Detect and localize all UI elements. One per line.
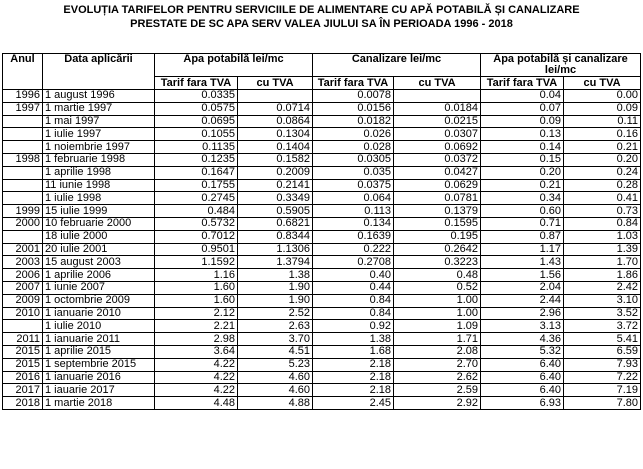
table-row: [3, 345, 641, 358]
water-cu-tva-cell: 0.1404: [238, 141, 313, 154]
water-fara-tva-cell: 4.22: [155, 358, 238, 371]
date-cell: 1 aprilie 2015: [43, 345, 155, 358]
both-cu-tva-cell: 1.39: [564, 243, 641, 256]
sewer-fara-tva-cell: 2.18: [313, 358, 394, 371]
water-fara-tva-cell: 0.1647: [155, 166, 238, 179]
water-fara-tva-cell: 0.9501: [155, 243, 238, 256]
both-cu-tva-cell: 1.03: [564, 230, 641, 243]
table-row: [3, 281, 641, 294]
subheader-water-cu-tva: cu TVA: [238, 77, 313, 90]
table-row: [3, 256, 641, 269]
water-fara-tva-cell: 2.12: [155, 307, 238, 320]
sewer-cu-tva-cell: 0.3223: [394, 256, 481, 269]
year-cell: 2015: [3, 358, 43, 371]
water-fara-tva-cell: 1.60: [155, 281, 238, 294]
sewer-fara-tva-cell: 0.028: [313, 141, 394, 154]
table-row: [3, 179, 641, 192]
sewer-fara-tva-cell: 2.45: [313, 397, 394, 410]
table-row: [3, 333, 641, 346]
water-fara-tva-cell: 2.98: [155, 333, 238, 346]
sewer-fara-tva-cell: 2.18: [313, 384, 394, 397]
table-row: [3, 141, 641, 154]
year-cell: 2010: [3, 307, 43, 320]
date-cell: 1 aprilie 2006: [43, 269, 155, 282]
year-cell: [3, 179, 43, 192]
water-fara-tva-cell: 2.21: [155, 320, 238, 333]
table-row: [3, 166, 641, 179]
water-fara-tva-cell: 4.22: [155, 384, 238, 397]
sewer-cu-tva-cell: 0.0215: [394, 115, 481, 128]
sewer-cu-tva-cell: 0.1595: [394, 217, 481, 230]
subheader-both-cu-tva: cu TVA: [564, 77, 641, 90]
water-fara-tva-cell: 0.7012: [155, 230, 238, 243]
sewer-fara-tva-cell: 2.18: [313, 371, 394, 384]
both-cu-tva-cell: 3.72: [564, 320, 641, 333]
both-fara-tva-cell: 1.56: [481, 269, 564, 282]
table-row: [3, 269, 641, 282]
both-cu-tva-cell: 0.16: [564, 128, 641, 141]
water-cu-tva-cell: 1.38: [238, 269, 313, 282]
water-cu-tva-cell: 1.3794: [238, 256, 313, 269]
date-cell: 1 noiembrie 1997: [43, 141, 155, 154]
title-line-2: PRESTATE DE SC APA SERV VALEA JIULUI SA ÎN PERIOADA 1996 - 2018: [130, 18, 513, 30]
sewer-cu-tva-cell: [394, 90, 481, 103]
both-fara-tva-cell: 0.71: [481, 217, 564, 230]
header-year: Anul: [3, 54, 43, 90]
table-row: [3, 153, 641, 166]
subheader-sewer-fara-tva: Tarif fara TVA: [313, 77, 394, 90]
subheader-both-fara-tva: Tarif fara TVA: [481, 77, 564, 90]
both-fara-tva-cell: 5.32: [481, 345, 564, 358]
sewer-cu-tva-cell: 2.92: [394, 397, 481, 410]
header-date: Data aplicării: [43, 54, 155, 90]
table-row: [3, 358, 641, 371]
both-cu-tva-cell: 1.86: [564, 269, 641, 282]
both-cu-tva-cell: 0.73: [564, 205, 641, 218]
table-row: [3, 320, 641, 333]
sewer-cu-tva-cell: 0.48: [394, 269, 481, 282]
sewer-cu-tva-cell: 1.09: [394, 320, 481, 333]
year-cell: 1996: [3, 90, 43, 103]
sewer-fara-tva-cell: 0.84: [313, 307, 394, 320]
both-fara-tva-cell: 6.40: [481, 358, 564, 371]
both-fara-tva-cell: 2.04: [481, 281, 564, 294]
water-cu-tva-cell: 1.1306: [238, 243, 313, 256]
both-cu-tva-cell: 0.00: [564, 90, 641, 103]
table-row: [3, 115, 641, 128]
document-title: [0, 3, 643, 31]
table-row: [3, 102, 641, 115]
water-cu-tva-cell: 0.0714: [238, 102, 313, 115]
sewer-fara-tva-cell: 0.026: [313, 128, 394, 141]
both-cu-tva-cell: 0.09: [564, 102, 641, 115]
date-cell: 1 februarie 1998: [43, 153, 155, 166]
year-cell: [3, 128, 43, 141]
sewer-fara-tva-cell: 0.40: [313, 269, 394, 282]
sewer-cu-tva-cell: 0.2642: [394, 243, 481, 256]
header-both: Apa potabilă și canalizare lei/mc: [481, 54, 641, 77]
year-cell: 1997: [3, 102, 43, 115]
date-cell: 1 mai 1997: [43, 115, 155, 128]
sewer-fara-tva-cell: 0.92: [313, 320, 394, 333]
date-cell: 1 iulie 1997: [43, 128, 155, 141]
water-fara-tva-cell: 0.1135: [155, 141, 238, 154]
table-row: [3, 371, 641, 384]
both-fara-tva-cell: 4.36: [481, 333, 564, 346]
both-fara-tva-cell: 0.34: [481, 192, 564, 205]
year-cell: 2007: [3, 281, 43, 294]
both-cu-tva-cell: 7.22: [564, 371, 641, 384]
both-fara-tva-cell: 0.14: [481, 141, 564, 154]
sewer-cu-tva-cell: 0.1379: [394, 205, 481, 218]
water-fara-tva-cell: 0.0695: [155, 115, 238, 128]
sewer-cu-tva-cell: 2.08: [394, 345, 481, 358]
both-cu-tva-cell: 5.41: [564, 333, 641, 346]
water-cu-tva-cell: [238, 90, 313, 103]
sewer-cu-tva-cell: 0.0307: [394, 128, 481, 141]
year-cell: [3, 230, 43, 243]
date-cell: 1 martie 1997: [43, 102, 155, 115]
sewer-fara-tva-cell: 0.0078: [313, 90, 394, 103]
sewer-cu-tva-cell: 1.00: [394, 307, 481, 320]
both-cu-tva-cell: 0.41: [564, 192, 641, 205]
date-cell: 1 septembrie 2015: [43, 358, 155, 371]
year-cell: 2009: [3, 294, 43, 307]
sewer-fara-tva-cell: 0.035: [313, 166, 394, 179]
water-fara-tva-cell: 1.1592: [155, 256, 238, 269]
water-cu-tva-cell: 0.3349: [238, 192, 313, 205]
water-fara-tva-cell: 4.22: [155, 371, 238, 384]
sewer-fara-tva-cell: 0.0375: [313, 179, 394, 192]
water-cu-tva-cell: 4.51: [238, 345, 313, 358]
date-cell: 1 aprilie 1998: [43, 166, 155, 179]
year-cell: 2015: [3, 345, 43, 358]
table-row: [3, 192, 641, 205]
sewer-fara-tva-cell: 0.064: [313, 192, 394, 205]
date-cell: 15 iulie 1999: [43, 205, 155, 218]
table-row: [3, 397, 641, 410]
both-cu-tva-cell: 2.42: [564, 281, 641, 294]
table-row: [3, 90, 641, 103]
water-cu-tva-cell: 3.70: [238, 333, 313, 346]
water-fara-tva-cell: 4.48: [155, 397, 238, 410]
sewer-fara-tva-cell: 0.222: [313, 243, 394, 256]
year-cell: [3, 166, 43, 179]
both-cu-tva-cell: 0.21: [564, 141, 641, 154]
both-fara-tva-cell: 0.15: [481, 153, 564, 166]
sewer-fara-tva-cell: 0.113: [313, 205, 394, 218]
water-cu-tva-cell: 0.2141: [238, 179, 313, 192]
sewer-fara-tva-cell: 1.38: [313, 333, 394, 346]
sewer-cu-tva-cell: 0.0781: [394, 192, 481, 205]
sewer-cu-tva-cell: 0.0427: [394, 166, 481, 179]
both-fara-tva-cell: 2.44: [481, 294, 564, 307]
both-fara-tva-cell: 1.43: [481, 256, 564, 269]
sewer-cu-tva-cell: 2.59: [394, 384, 481, 397]
date-cell: 1 iunie 2007: [43, 281, 155, 294]
year-cell: 2003: [3, 256, 43, 269]
date-cell: 1 iulie 2010: [43, 320, 155, 333]
water-fara-tva-cell: 0.0575: [155, 102, 238, 115]
both-cu-tva-cell: 6.59: [564, 345, 641, 358]
both-fara-tva-cell: 0.87: [481, 230, 564, 243]
sewer-fara-tva-cell: 0.0156: [313, 102, 394, 115]
water-cu-tva-cell: 0.1582: [238, 153, 313, 166]
water-cu-tva-cell: 4.60: [238, 384, 313, 397]
both-cu-tva-cell: 3.52: [564, 307, 641, 320]
sewer-fara-tva-cell: 0.134: [313, 217, 394, 230]
water-cu-tva-cell: 4.60: [238, 371, 313, 384]
year-cell: 2006: [3, 269, 43, 282]
table-row: [3, 294, 641, 307]
date-cell: 1 martie 2018: [43, 397, 155, 410]
header-sewer: Canalizare lei/mc: [313, 54, 481, 77]
date-cell: 1 ianuarie 2010: [43, 307, 155, 320]
water-fara-tva-cell: 3.64: [155, 345, 238, 358]
sewer-cu-tva-cell: 0.0629: [394, 179, 481, 192]
water-fara-tva-cell: 0.1755: [155, 179, 238, 192]
date-cell: 11 iunie 1998: [43, 179, 155, 192]
date-cell: 1 ianuarie 2011: [43, 333, 155, 346]
year-cell: 2000: [3, 217, 43, 230]
sewer-cu-tva-cell: 1.00: [394, 294, 481, 307]
sewer-cu-tva-cell: 0.0692: [394, 141, 481, 154]
sewer-cu-tva-cell: 2.62: [394, 371, 481, 384]
year-cell: 1999: [3, 205, 43, 218]
year-cell: 2001: [3, 243, 43, 256]
water-fara-tva-cell: 1.60: [155, 294, 238, 307]
date-cell: 1 ianuarie 2016: [43, 371, 155, 384]
water-cu-tva-cell: 2.63: [238, 320, 313, 333]
both-cu-tva-cell: 1.70: [564, 256, 641, 269]
water-fara-tva-cell: 0.1055: [155, 128, 238, 141]
water-cu-tva-cell: 5.23: [238, 358, 313, 371]
sewer-fara-tva-cell: 0.44: [313, 281, 394, 294]
both-cu-tva-cell: 0.84: [564, 217, 641, 230]
water-fara-tva-cell: 0.484: [155, 205, 238, 218]
year-cell: [3, 141, 43, 154]
sewer-fara-tva-cell: 0.0182: [313, 115, 394, 128]
header-water: Apa potabilă lei/mc: [155, 54, 313, 77]
table-row: [3, 307, 641, 320]
sewer-cu-tva-cell: 0.0184: [394, 102, 481, 115]
subheader-sewer-cu-tva: cu TVA: [394, 77, 481, 90]
water-cu-tva-cell: 0.1304: [238, 128, 313, 141]
sewer-cu-tva-cell: 0.0372: [394, 153, 481, 166]
year-cell: [3, 320, 43, 333]
water-cu-tva-cell: 0.5905: [238, 205, 313, 218]
date-cell: 1 iulie 1998: [43, 192, 155, 205]
both-cu-tva-cell: 0.20: [564, 153, 641, 166]
both-cu-tva-cell: 0.28: [564, 179, 641, 192]
both-fara-tva-cell: 0.09: [481, 115, 564, 128]
title-line-1: EVOLUȚIA TARIFELOR PENTRU SERVICIILE DE ALIMENTARE CU APĂ POTABILĂ ȘI CANALIZARE: [63, 4, 580, 16]
sewer-cu-tva-cell: 2.70: [394, 358, 481, 371]
tariff-table: [2, 53, 641, 410]
both-cu-tva-cell: 7.93: [564, 358, 641, 371]
both-fara-tva-cell: 0.07: [481, 102, 564, 115]
date-cell: 1 iauarie 2017: [43, 384, 155, 397]
water-cu-tva-cell: 2.52: [238, 307, 313, 320]
water-fara-tva-cell: 0.1235: [155, 153, 238, 166]
water-fara-tva-cell: 1.16: [155, 269, 238, 282]
sewer-cu-tva-cell: 1.71: [394, 333, 481, 346]
table-row: [3, 243, 641, 256]
water-fara-tva-cell: 0.0335: [155, 90, 238, 103]
both-fara-tva-cell: 0.20: [481, 166, 564, 179]
table-row: [3, 384, 641, 397]
table-row: [3, 230, 641, 243]
year-cell: 2018: [3, 397, 43, 410]
subheader-water-fara-tva: Tarif fara TVA: [155, 77, 238, 90]
both-cu-tva-cell: 3.10: [564, 294, 641, 307]
sewer-fara-tva-cell: 0.0305: [313, 153, 394, 166]
both-fara-tva-cell: 2.96: [481, 307, 564, 320]
year-cell: 2011: [3, 333, 43, 346]
sewer-cu-tva-cell: 0.52: [394, 281, 481, 294]
water-cu-tva-cell: 0.8344: [238, 230, 313, 243]
water-cu-tva-cell: 1.90: [238, 294, 313, 307]
date-cell: 10 februarie 2000: [43, 217, 155, 230]
date-cell: 1 octombrie 2009: [43, 294, 155, 307]
year-cell: 2017: [3, 384, 43, 397]
water-fara-tva-cell: 0.5732: [155, 217, 238, 230]
table-row: [3, 128, 641, 141]
both-fara-tva-cell: 0.13: [481, 128, 564, 141]
sewer-fara-tva-cell: 0.2708: [313, 256, 394, 269]
water-cu-tva-cell: 4.88: [238, 397, 313, 410]
water-cu-tva-cell: 0.0864: [238, 115, 313, 128]
date-cell: 20 iulie 2001: [43, 243, 155, 256]
both-fara-tva-cell: 1.17: [481, 243, 564, 256]
table-body: [3, 90, 641, 410]
both-fara-tva-cell: 6.40: [481, 371, 564, 384]
water-fara-tva-cell: 0.2745: [155, 192, 238, 205]
both-fara-tva-cell: 6.93: [481, 397, 564, 410]
date-cell: 15 august 2003: [43, 256, 155, 269]
year-cell: [3, 115, 43, 128]
both-fara-tva-cell: 6.40: [481, 384, 564, 397]
both-cu-tva-cell: 0.24: [564, 166, 641, 179]
both-fara-tva-cell: 0.21: [481, 179, 564, 192]
table-row: [3, 217, 641, 230]
both-cu-tva-cell: 7.19: [564, 384, 641, 397]
sewer-cu-tva-cell: 0.195: [394, 230, 481, 243]
sewer-fara-tva-cell: 0.1639: [313, 230, 394, 243]
sewer-fara-tva-cell: 0.84: [313, 294, 394, 307]
water-cu-tva-cell: 1.90: [238, 281, 313, 294]
table-row: [3, 205, 641, 218]
both-cu-tva-cell: 0.11: [564, 115, 641, 128]
year-cell: 1998: [3, 153, 43, 166]
water-cu-tva-cell: 0.2009: [238, 166, 313, 179]
both-fara-tva-cell: 0.04: [481, 90, 564, 103]
water-cu-tva-cell: 0.6821: [238, 217, 313, 230]
date-cell: 1 august 1996: [43, 90, 155, 103]
sewer-fara-tva-cell: 1.68: [313, 345, 394, 358]
both-cu-tva-cell: 7.80: [564, 397, 641, 410]
both-fara-tva-cell: 0.60: [481, 205, 564, 218]
both-fara-tva-cell: 3.13: [481, 320, 564, 333]
year-cell: [3, 192, 43, 205]
year-cell: 2016: [3, 371, 43, 384]
date-cell: 18 iulie 2000: [43, 230, 155, 243]
